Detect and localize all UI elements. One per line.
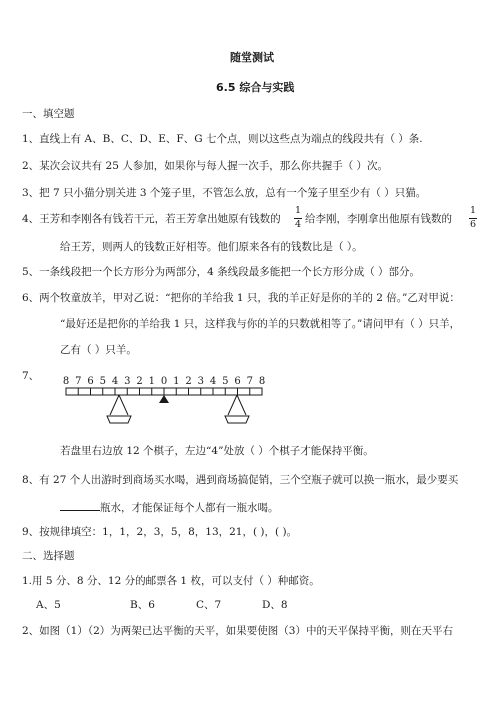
page-title: 随堂测试 [230,51,274,64]
question-1-4-line2: 给王芳，则两人的钱数正好相等。他们原来各有的钱数比是（ ）。 [60,241,363,253]
scale-label: 7 [75,376,82,387]
left-pan-string [110,395,119,415]
scale-label: 3 [197,376,204,387]
scale-label: 8 [258,376,266,387]
scale-label: 7 [246,376,253,387]
question-1-2: 2、某次会议共有 25 人参加，如果你与每人握一次手，那么你共握手（ ）次。 [22,160,389,172]
scale-label: 6 [87,376,94,387]
scale-label: 4 [111,376,119,387]
question-1-3: 3、把 7 只小猫分别关进 3 个笼子里，不管怎么放，总有一个笼子里至少有（ ）只猫。 [22,187,427,199]
scale-label: 6 [234,376,241,387]
beam-ticks [66,388,262,395]
scale-label: 8 [62,376,70,387]
question-2-2: 2、如图（1）（2）为两架已达平衡的天平，如果要使图（3）中的天平保持平衡，则在天平右 [22,625,453,637]
fraction-1-4-numerator: 1 [294,205,302,216]
question-1-6-line3: 乙有（ ）只羊。 [60,344,137,356]
scale-label: 4 [209,376,217,387]
left-pan [107,416,131,423]
scale-label: 5 [99,376,106,387]
answer-blank[interactable] [60,500,100,511]
option-c: C、7 [196,599,222,611]
fraction-1-6-denominator: 6 [469,219,477,230]
option-b: B、6 [130,599,155,611]
fraction-1-4-denominator: 4 [294,219,302,230]
question-1-8-line1: 8、有 27 个人出游时到商场买水喝，遇到商场搞促销，三个空瓶子就可以换一瓶水，最少要买 [22,474,459,486]
section2-heading: 二、选择题 [22,550,75,562]
option-a: A、5 [36,599,61,611]
scale-label: 3 [124,376,131,387]
left-pan-string [119,395,128,415]
fulcrum-triangle [159,395,169,403]
scale-label: 2 [136,376,143,387]
question-1-1: 1、直线上有 A、B、C、D、E、F、G 七个点，则以这些点为端点的线段共有（ ）条. [22,133,423,145]
scale-label: 1 [148,376,155,387]
scale-label: 2 [185,376,192,387]
scale-label: 1 [173,376,180,387]
page-subtitle: 6.5 综合与实践 [216,81,295,94]
question-1-4-part2: 给李刚，李刚拿出他原有钱数的 [305,213,452,225]
question-1-4-part1: 4、王芳和李刚各有钱若干元，若王芳拿出她原有钱数的 [22,213,281,225]
scale-label: 0 [160,376,168,387]
question-1-6-line2: “最好还是把你的羊给我 1 只，这样我与你的羊的只数就相等了。”请问甲有（ ）只羊， [60,318,461,330]
scale-label: 5 [222,376,229,387]
question-1-6-line1: 6、两个牧童放羊，甲对乙说：“把你的羊给我 1 只，我的羊正好是你的羊的 2 倍。”乙对甲说： [22,292,460,304]
right-pan [225,416,249,423]
right-pan-string [237,395,246,415]
question-1-5: 5、一条线段把一个长方形分为两部分，4 条线段最多能把一个长方形分成（ ）部分。 [22,266,421,278]
question-1-9: 9、按规律填空：1，1，2，3，5，8，13，21，( )，( )。 [22,526,298,538]
fraction-1-6-numerator: 1 [469,205,477,216]
option-d: D、8 [262,599,288,611]
question-1-7-text: 若盘里右边放 12 个棋子，左边“4”处放（ ）个棋子才能保持平衡。 [60,445,374,457]
question-1-8-line2-text: 瓶水，才能保证每个人都有一瓶水喝。 [100,502,279,514]
question-1-8-line2 [60,500,279,515]
question-2-1: 1.用 5 分、8 分、12 分的邮票各 1 枚，可以支付（ ）种邮资。 [22,575,320,587]
question-1-7-label: 7、 [22,370,40,382]
balance-beam [66,388,262,395]
right-pan-string [228,395,237,415]
section1-heading: 一、填空题 [22,108,75,120]
